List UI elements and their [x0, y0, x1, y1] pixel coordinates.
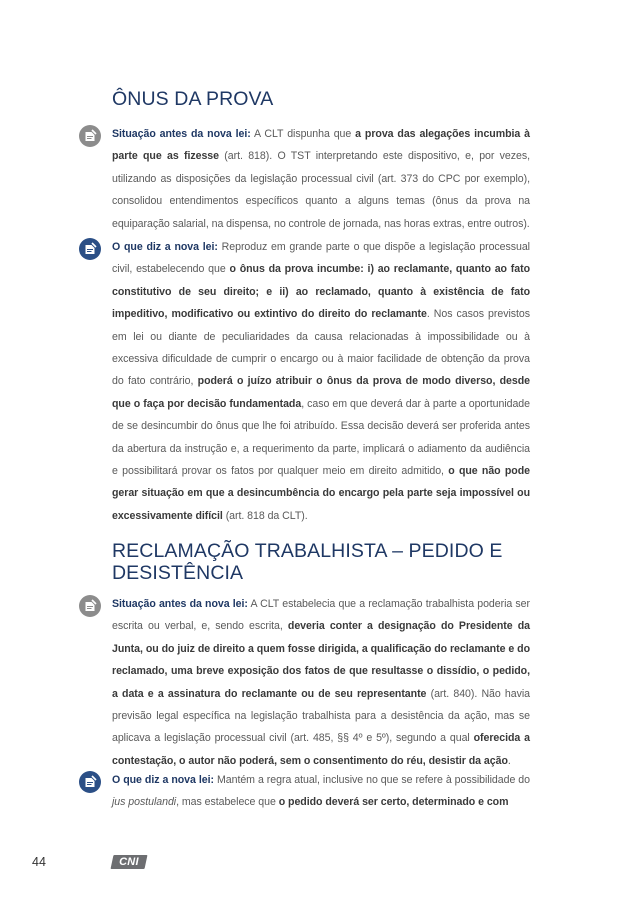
- page-number: 44: [32, 855, 46, 869]
- document-icon: [79, 595, 101, 617]
- bold-segment: o pedido deverá ser certo, determinado e com: [278, 796, 509, 809]
- paragraph-before-law-1: [112, 123, 530, 235]
- text-segment: . Nos casos previstos em lei ou diante de peculiaridades da causa relacionadas à impossibilidade ou à excessiva dificuldade de cumprir o encargo ou à maior facilidade de obtenção da prova do fato contrário,: [112, 308, 530, 388]
- label-before-law: Situação antes da nova lei:: [112, 128, 251, 140]
- logo-text: CNI: [119, 856, 139, 868]
- text-segment: , caso em que deverá dar à parte a oportunidade de se desincumbir do ônus que lhe foi atribuído. Essa decisão deverá ser proferida antes da abertura da instrução e, a requerimento da parte, implicará o adiamento da audiência e possibilitará provar os fatos por qualquer meio em direito admitido,: [112, 397, 530, 478]
- text-segment: Reproduz em grande parte o que dispõe a legislação processual civil, estabelecendo que: [112, 241, 530, 276]
- bold-segment: oferecida a contestação, o autor não poderá, sem o consentimento do réu, desistir da ação: [112, 732, 530, 767]
- document-icon: [79, 771, 101, 793]
- label-new-law: O que diz a nova lei:: [112, 774, 214, 786]
- paragraph-text: [112, 593, 530, 772]
- paragraph-text: [112, 236, 530, 527]
- italic-segment: jus postulandi: [112, 796, 177, 809]
- text-segment: A CLT estabelecia que a reclamação trabalhista poderia ser escrita ou verbal, e, sendo escrita,: [112, 598, 530, 633]
- document-icon: [79, 238, 101, 260]
- document-icon: [79, 125, 101, 147]
- bold-segment: a prova das alegações incumbia à parte que as fizesse: [112, 128, 530, 163]
- text-segment: (art. 818 da CLT).: [222, 509, 308, 522]
- bold-segment: poderá o juízo atribuir o ônus da prova de modo diverso, desde que o faça por decisão fundamentada: [112, 375, 530, 410]
- label-before-law: Situação antes da nova lei:: [112, 598, 248, 610]
- text-segment: Mantém a regra atual, inclusive no que se refere à possibilidade do: [213, 774, 530, 786]
- text-segment: A CLT dispunha que: [250, 128, 356, 140]
- paragraph-before-law-2: [112, 593, 530, 772]
- paragraph-text: [112, 769, 530, 814]
- bold-segment: o ônus da prova incumbe: i) ao reclamante, quanto ao fato constitutivo de seu direito; e ii) ao reclamado, quanto à existência de fato impeditivo, modificativo ou extintivo do direito do reclamante: [112, 263, 530, 321]
- paragraph-new-law-1: [112, 236, 530, 527]
- bold-segment: deveria conter a designação do Presidente da Junta, ou do juiz de direito a quem fosse dirigida, a qualificação do reclamante e do reclamado, uma breve exposição dos fatos de que resultasse o dissídio, o pedido, a data e a assinatura do reclamante ou de seu representante: [112, 620, 530, 700]
- text-segment: (art. 818). O TST interpretando este dispositivo, e, por vezes, utilizando as disposições da legislação processual civil (art. 373 do CPC por exemplo), consolidou entendimentos específicos quanto a alguns temas (ônus da prova na equiparação salarial, na dispensa, no controle de jornada, nas horas extras, entre outros).: [112, 150, 531, 230]
- bold-segment: o que não pode gerar situação em que a desincumbência do encargo pela parte seja impossível ou excessivamente difícil: [112, 465, 530, 522]
- label-new-law: O que diz a nova lei:: [112, 241, 218, 253]
- paragraph-new-law-2: [112, 769, 530, 814]
- paragraph-text: [112, 123, 530, 235]
- section-title-onus-da-prova: ÔNUS DA PROVA: [112, 88, 274, 110]
- section-title-reclamacao-trabalhista: RECLAMAÇÃO TRABALHISTA – PEDIDO E DESISTÊNCIA: [112, 540, 503, 584]
- text-segment: , mas estabelece que: [176, 796, 279, 809]
- cni-logo: [111, 855, 148, 869]
- text-segment: (art. 840). Não havia previsão legal específica na legislação trabalhista para a desistência da ação, mas se aplicava a legislação processual civil (art. 485, §§ 4º e 5º), segundo a qual: [112, 687, 530, 745]
- text-segment: .: [507, 754, 511, 767]
